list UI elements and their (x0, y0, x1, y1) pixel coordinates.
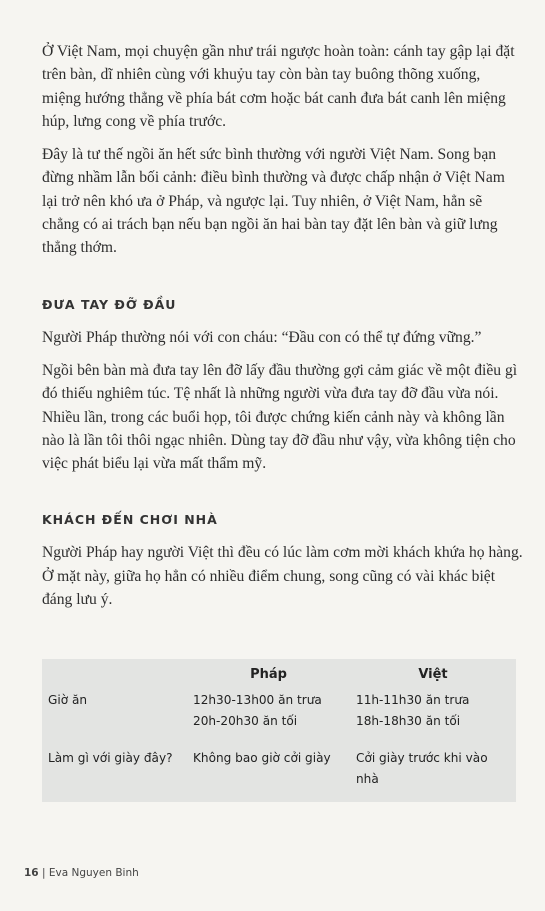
row-label-meal-time: Giờ ăn (48, 693, 88, 707)
paragraph-1: Ở Việt Nam, mọi chuyện gần như trái ngược hoàn toàn: cánh tay gập lại đặt trên bàn, dĩ nhiên cùng với khuỷu tay còn bàn tay buông thõng xuống, miệng hướng thẳng về phía bát cơm hoặc bát canh đưa bát canh lên miệng húp, lưng cong về phía trước. (42, 43, 515, 130)
comparison-table-box (42, 659, 516, 802)
paragraph-2: Đây là tư thế ngồi ăn hết sức bình thường với người Việt Nam. Song bạn đừng nhầm lẫn bối cảnh: điều bình thường và được chấp nhận ở Việt Nam lại trở nên khó ưa ở Pháp, và ngược lại. Tuy nhiên, ở Việt Nam, hẳn sẽ chẳng có ai trách bạn nếu bạn ngồi ăn hai bàn tay đặt lên bàn và giữ lưng thẳng thớm. (42, 146, 505, 257)
cell-france-shoes: Không bao giờ cởi giày (193, 751, 331, 765)
table-header-france: Pháp (250, 667, 287, 682)
table-header-empty (42, 659, 187, 690)
author-name: Eva Nguyen Binh (48, 867, 139, 879)
cell-france-meal-time (187, 690, 350, 732)
section-heading-guests: KHÁCH ĐẾN CHƠI NHÀ (42, 512, 218, 528)
cell-vietnam-shoes (350, 732, 516, 790)
page-footer (24, 867, 139, 879)
paragraph-3: Người Pháp thường nói với con cháu: “Đầu con có thể tự đứng vững.” (42, 328, 482, 346)
cell-line: 12h30-13h00 ăn trưa (193, 693, 322, 707)
paragraph-5: Người Pháp hay người Việt thì đều có lúc làm cơm mời khách khứa họ hàng. Ở mặt này, giữa họ hẳn có nhiều điểm chung, song cũng có vài khác biệt đáng lưu ý. (42, 544, 523, 609)
cell-line: nhà (356, 772, 379, 786)
paragraph-4: Ngồi bên bàn mà đưa tay lên đỡ lấy đầu thường gợi cảm giác về một điều gì đó thiếu nghiêm túc. Tệ nhất là những người vừa đưa tay đỡ đầu vừa nói. Nhiều lần, trong các buổi họp, tôi được chứng kiến cảnh này và không lần nào là lần tôi thôi ngạc nhiên. Dùng tay đỡ đầu như vậy, vừa không tiện cho việc phát biểu lại vừa mất thẩm mỹ. (42, 361, 518, 473)
page-number: 16 (24, 867, 39, 879)
cell-line: 20h-20h30 ăn tối (193, 714, 298, 728)
section-heading-hand-head: ĐƯA TAY ĐỠ ĐẦU (42, 296, 177, 312)
cell-line: 11h-11h30 ăn trưa (356, 693, 470, 707)
table-row (42, 690, 516, 732)
cell-vietnam-meal-time (350, 690, 516, 732)
comparison-table (42, 659, 516, 790)
cell-line: Cởi giày trước khi vào (356, 751, 488, 765)
page-content (42, 40, 523, 611)
table-row (42, 732, 516, 790)
cell-line: 18h-18h30 ăn tối (356, 714, 461, 728)
table-header-row (42, 659, 516, 690)
footer-separator: | (41, 867, 46, 879)
row-label-shoes: Làm gì với giày đây? (48, 751, 173, 765)
table-header-vietnam: Việt (418, 667, 448, 682)
